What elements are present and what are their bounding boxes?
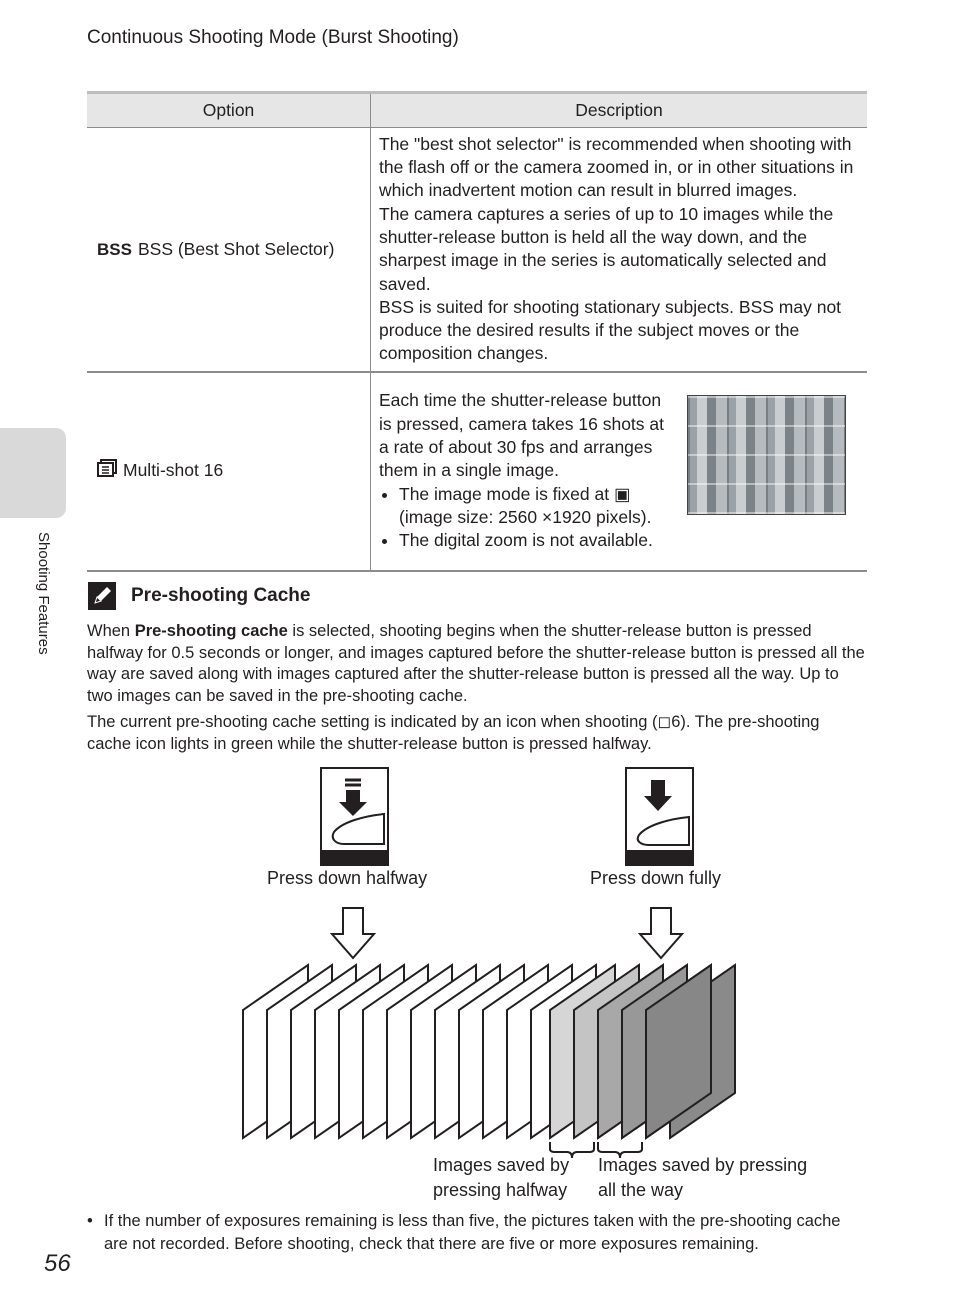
list-item: • The image mode is fixed at ▣ (image size: 2560 ×1920 pixels).	[399, 483, 669, 530]
column-header-option: Option	[87, 93, 371, 128]
note-pencil-icon	[88, 582, 116, 610]
label-line: Images saved by pressing	[598, 1155, 808, 1175]
label-line: all the way	[598, 1180, 684, 1200]
note-text: is selected, shooting begins when the shutter-release button is pressed halfway for 0.5 seconds or longer, and images captured before the shutter-release button is pressed all the way are saved along with images captured after the shutter-release button is pressed all the way. Up to two images can be saved in the pre-shooting cache.	[87, 622, 865, 705]
option-label: BSS (Best Shot Selector)	[137, 238, 335, 259]
note-text: When	[87, 622, 135, 640]
description-cell	[371, 372, 868, 571]
multi-shot-sample-image	[687, 395, 846, 515]
table-header-row	[87, 93, 867, 128]
bullet: •	[87, 1212, 93, 1230]
option-cell	[87, 372, 371, 571]
description-text: BSS is suited for shooting stationary subjects. BSS may not produce the desired results if the subject moves or the composition changes.	[379, 296, 842, 364]
side-tab	[0, 428, 66, 518]
bss-icon: BSS	[97, 239, 132, 259]
bottom-note	[87, 1210, 867, 1256]
option-label: Multi-shot 16	[123, 460, 224, 481]
description-text: Each time the shutter-release button is pressed, camera takes 16 shots at a rate of about 30 fps and arranges them in a single image.	[379, 390, 664, 481]
arrow-fully-outline	[640, 908, 682, 958]
page-number: 56	[44, 1250, 71, 1277]
list-item: • The digital zoom is not available.	[399, 529, 669, 552]
label-press-halfway: Press down halfway	[267, 868, 428, 888]
label-line: pressing halfway	[433, 1180, 568, 1200]
option-cell	[87, 128, 371, 372]
table-row	[87, 372, 867, 571]
press-halfway-icon	[321, 768, 388, 865]
side-tab-label: Shooting Features	[35, 532, 52, 655]
section-title: Continuous Shooting Mode (Burst Shooting)	[87, 27, 459, 48]
label-saved-halfway	[433, 1153, 569, 1203]
press-fully-icon	[626, 768, 693, 865]
label-press-fully: Press down fully	[590, 868, 722, 888]
description-text: The camera captures a series of up to 10 images while the shutter-release button is held all the way down, and the sharpest image in the series is automatically selected and saved.	[379, 203, 834, 294]
column-header-description: Description	[371, 93, 868, 128]
label-saved-fully	[598, 1153, 807, 1203]
diagram-graphic	[230, 760, 850, 1210]
description-cell	[371, 128, 868, 372]
arrow-halfway-outline	[332, 908, 374, 958]
bottom-note-text: If the number of exposures remaining is less than five, the pictures taken with the pre-shooting cache are not recorded. Before shooting, check that there are five or more exposures remaining.	[104, 1212, 841, 1253]
options-table	[87, 91, 867, 572]
description-text: The "best shot selector" is recommended when shooting with the flash off or the camera zoomed in, or in other situations in which inadvertent motion can result in blurred images.	[379, 133, 854, 201]
note-paragraph: The current pre-shooting cache setting is indicated by an icon when shooting (◻6). The pre-shooting cache icon lights in green while the shutter-release button is pressed halfway.	[87, 713, 820, 753]
note-title: Pre-shooting Cache	[131, 585, 311, 606]
side-tab-label-wrap	[30, 532, 60, 692]
note-bold-term: Pre-shooting cache	[134, 622, 288, 640]
note-paragraph	[87, 621, 867, 707]
pre-shooting-diagram	[230, 760, 850, 1210]
image-frames	[243, 965, 735, 1138]
table-row	[87, 128, 867, 372]
multi-shot-icon	[97, 459, 117, 483]
label-line: Images saved by	[433, 1155, 570, 1175]
